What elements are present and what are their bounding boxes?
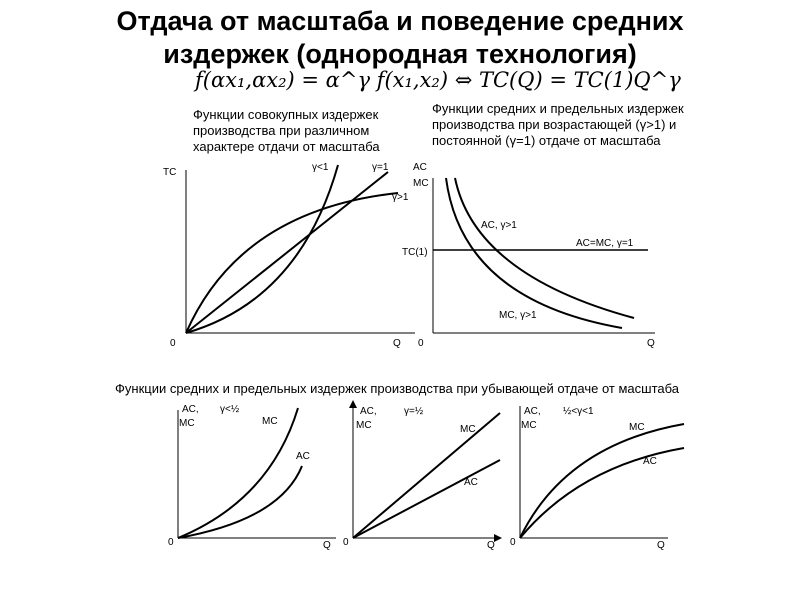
inc-x-label: Q (647, 338, 655, 349)
sp2-y-label-2: MC (356, 420, 372, 431)
sp3-mc-curve (520, 424, 684, 538)
tc-curve-gamma-lt1 (186, 193, 398, 333)
sp3-origin: 0 (510, 537, 516, 548)
sp2-origin: 0 (343, 537, 349, 548)
sp3-ac-curve (520, 448, 684, 538)
tc-x-label: Q (393, 338, 401, 349)
sp3-y-label-1: AC, (524, 406, 541, 417)
sp2-gamma: γ=½ (404, 406, 424, 417)
sp2-y-label-1: AC, (360, 406, 377, 417)
tc-label-ac: AC (413, 162, 427, 173)
increasing-returns-panel (402, 178, 655, 349)
sp3-ac-label: AC (643, 456, 657, 467)
tc-label-gamma-eq1: γ=1 (372, 162, 389, 173)
sp1-origin: 0 (168, 537, 174, 548)
sp2-ac-label: AC (464, 477, 478, 488)
homogeneity-formula: f(αx₁,αx₂) = α^γ f(x₁,x₂) ⇔ TC(Q) = TC(1)Q^γ (195, 68, 681, 92)
sp1-gamma: γ<½ (220, 404, 240, 415)
sp1-mc-curve (178, 408, 298, 538)
sp3-y-label-2: MC (521, 420, 537, 431)
sp1-ac-label: AC (296, 451, 310, 462)
small-panel-gamma-eq-half (343, 404, 500, 551)
caption-total-cost: Функции совокупных издержек производства при различном характере отдачи от масштаба (193, 107, 380, 154)
sp2-ac-line (353, 460, 500, 538)
inc-label-ac: AC, γ>1 (481, 220, 517, 231)
sp3-mc-label: MC (629, 422, 645, 433)
sp1-ac-curve (178, 466, 302, 538)
inc-label-const: AC=MC, γ=1 (576, 238, 634, 249)
tc-curve-gamma-gt1 (186, 165, 338, 333)
slide-title-line2: издержек (однородная технология) (163, 39, 637, 69)
total-cost-panel (163, 162, 429, 349)
inc-label-mc: MC, γ>1 (499, 310, 537, 321)
small-panel-gamma-half-to-one (510, 406, 684, 551)
inc-y-tick-tc1: TC(1) (402, 247, 428, 258)
slide-title-line1: Отдача от масштаба и поведение средних (116, 6, 684, 36)
sp1-y-label-1: AC, (182, 404, 199, 415)
tc-label-mc: MC (413, 178, 429, 189)
sp1-mc-label: MC (262, 416, 278, 427)
caption-increasing-returns: Функции средних и предельных издержек производства при возрастающей (γ>1) и постоянной (γ=1) отдаче от масштаба (432, 101, 684, 148)
inc-origin: 0 (418, 338, 424, 349)
caption-decreasing-returns: Функции средних и предельных издержек производства при убывающей отдаче от масштаба (115, 381, 679, 396)
sp3-x-label: Q (657, 540, 665, 551)
tc-label-gamma-gt1: γ>1 (392, 192, 409, 203)
sp2-x-label: Q (487, 540, 495, 551)
sp2-mc-line (353, 413, 500, 538)
sp2-mc-label: MC (460, 424, 476, 435)
sp3-gamma: ½<γ<1 (563, 406, 594, 417)
tc-y-label: TC (163, 167, 177, 178)
tc-origin: 0 (170, 338, 176, 349)
small-panel-gamma-lt-half (168, 404, 336, 551)
sp1-x-label: Q (323, 540, 331, 551)
tc-line-gamma-eq1 (186, 172, 388, 333)
tc-label-gamma-lt1: γ<1 (312, 162, 329, 173)
sp1-y-label-2: MC (179, 418, 195, 429)
